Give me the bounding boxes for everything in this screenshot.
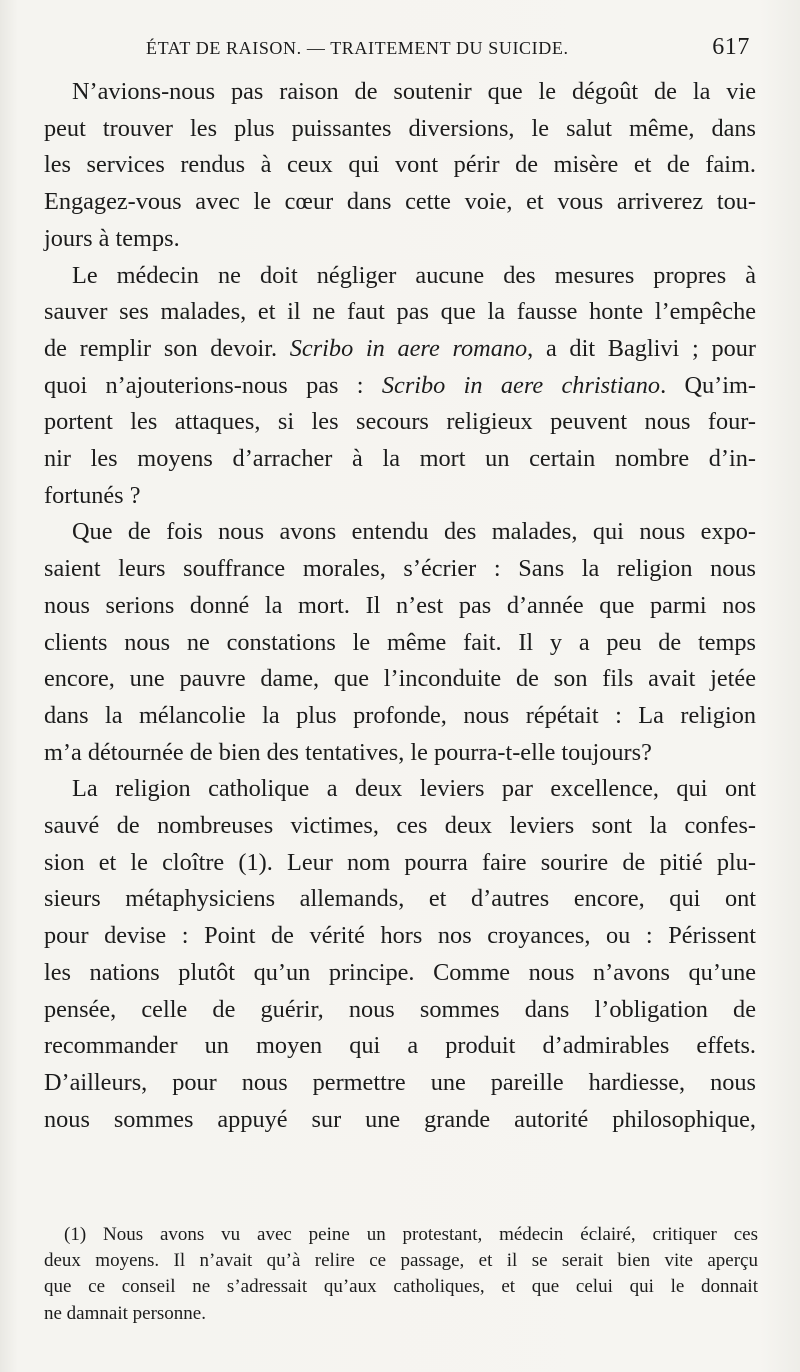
text-line: peut trouver les plus puissantes diversions, le salut même, dans	[44, 114, 756, 142]
text-line: encore, une pauvre dame, que l’inconduite de son fils avait jetée	[44, 665, 756, 693]
footnote-line: deux moyens. Il n’avait qu’à relire ce passage, et il se serait bien vite aperçu	[44, 1250, 758, 1272]
text-line: sauvé de nombreuses victimes, ces deux leviers sont la confes-	[44, 812, 756, 840]
text-line: sieurs métaphysiciens allemands, et d’autres encore, qui ont	[44, 885, 756, 913]
text-line: saient leurs souffrance morales, s’écrier : Sans la religion nous	[44, 555, 756, 583]
footnote-line: (1) Nous avons vu avec peine un protestant, médecin éclairé, critiquer ces	[64, 1224, 758, 1245]
text-line: clients nous ne constations le même fait. Il y a peu de temps	[44, 628, 756, 656]
text-line: Que de fois nous avons entendu des malades, qui nous expo-	[72, 518, 756, 546]
footnote	[44, 1222, 758, 1327]
text-line: nous sommes appuyé sur une grande autorité philosophique,	[44, 1105, 756, 1133]
text-line: les nations plutôt qu’un principe. Comme nous n’avons qu’une	[44, 958, 756, 986]
paragraph-1	[44, 74, 756, 258]
page-number: 617	[712, 34, 750, 60]
text-run: , a dit Baglivi ; pour	[527, 334, 756, 362]
text-line: sion et le cloître (1). Leur nom pourra faire sourire de pitié plu-	[44, 848, 756, 876]
text-run: quoi n’ajouterions-nous pas :	[44, 371, 382, 399]
paragraph-3	[44, 514, 756, 771]
latin-quote: Scribo in aere christiano	[381, 371, 661, 399]
text-line: Le médecin ne doit négliger aucune des mesures propres à	[72, 261, 756, 289]
text-line: D’ailleurs, pour nous permettre une pareille hardiesse, nous	[44, 1068, 756, 1096]
text-run: . Qu’im-	[660, 371, 757, 399]
text-line: pour devise : Point de vérité hors nos croyances, ou : Périssent	[44, 922, 756, 950]
text-line: nous serions donné la mort. Il n’est pas d’année que parmi nos	[44, 591, 756, 619]
latin-quote: Scribo in aere romano	[289, 334, 528, 362]
text-line: jours à temps.	[44, 224, 180, 252]
text-line: m’a détournée de bien des tentatives, le pourra-t-elle toujours?	[44, 738, 652, 766]
text-run: de remplir son devoir.	[44, 334, 290, 362]
running-head	[46, 34, 756, 64]
text-line: N’avions-nous pas raison de soutenir que le dégoût de la vie	[72, 78, 756, 105]
running-title: ÉTAT DE RAISON. — TRAITEMENT DU SUICIDE.	[146, 38, 569, 58]
text-line: portent les attaques, si les secours religieux peuvent nous four-	[44, 408, 756, 436]
text-line: sauver ses malades, et il ne faut pas que la fausse honte l’empêche	[44, 298, 756, 326]
text-line: dans la mélancolie la plus profonde, nous répétait : La religion	[44, 701, 756, 729]
paragraph-4	[44, 771, 756, 1138]
text-line-mixed	[44, 331, 756, 368]
text-line: nir les moyens d’arracher à la mort un certain nombre d’in-	[44, 445, 756, 473]
text-line: les services rendus à ceux qui vont périr de misère et de faim.	[44, 151, 756, 179]
footnote-line: que ce conseil ne s’adressait qu’aux catholiques, et que celui qui le donnait	[44, 1276, 758, 1298]
text-line: La religion catholique a deux leviers par excellence, qui ont	[72, 775, 756, 803]
text-line: recommander un moyen qui a produit d’admirables effets.	[44, 1032, 756, 1060]
text-line: Engagez-vous avec le cœur dans cette voie, et vous arriverez tou-	[44, 188, 756, 216]
text-line: pensée, celle de guérir, nous sommes dans l’obligation de	[44, 995, 756, 1023]
paragraph-2	[44, 258, 756, 515]
text-line-mixed	[44, 368, 756, 405]
footnote-line: ne damnait personne.	[44, 1302, 206, 1324]
body-text	[44, 74, 756, 1138]
text-line: fortunés ?	[44, 481, 141, 509]
